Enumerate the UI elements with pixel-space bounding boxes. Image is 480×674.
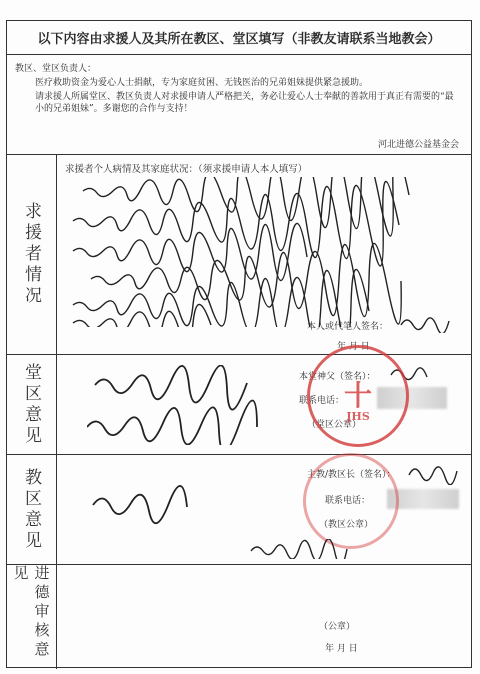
notice-label: 教区、堂区负责人：	[15, 64, 97, 74]
seal-jhs: JHS	[346, 410, 370, 423]
applicant-prompt: 求援者个人病情及其家庭状况：（须求援申请人本人填写）	[65, 164, 308, 175]
parish-section	[7, 355, 471, 455]
parish-seal-stamp	[307, 345, 409, 447]
handwritten-parish-opinion	[87, 365, 287, 445]
diocese-label-cell	[7, 455, 57, 564]
seal-cross: 十	[343, 379, 372, 412]
jinde-seal-label: （公章）	[319, 622, 356, 632]
parish-label: 堂区意见	[21, 362, 41, 447]
form-header	[7, 21, 471, 55]
jinde-review-section	[7, 565, 471, 669]
parish-label-cell	[7, 355, 57, 454]
applicant-signature-label: 本人或代笔人签名：	[307, 322, 389, 332]
handwritten-diocese-opinion	[87, 475, 207, 535]
jinde-label: 进德审核意见	[11, 565, 51, 660]
applicant-signature	[397, 313, 457, 333]
bishop-signature	[405, 459, 463, 485]
parish-priest-signature-label: 本堂神父（签名）：	[299, 372, 376, 382]
parish-seal-label: （堂区公章）	[307, 420, 362, 430]
jinde-date-label: 年 月 日	[325, 644, 358, 654]
notice-section	[7, 55, 471, 155]
diocese-seal-stamp	[303, 453, 399, 549]
diocese-handwritten-date	[247, 539, 397, 559]
diocese-seal-label: （教区公章）	[319, 520, 374, 530]
diocese-label: 教区意见	[21, 467, 41, 552]
applicant-label-cell	[7, 155, 57, 354]
applicant-date-label: 年 月 日	[337, 342, 370, 352]
jinde-label-cell	[7, 565, 57, 669]
form-frame	[6, 20, 472, 668]
diocese-section	[7, 455, 471, 565]
applicant-label: 求援者情况	[21, 202, 41, 307]
notice-line-1: 医疗救助资金为爱心人士捐献，专为家庭贫困、无钱医治的兄弟姐妹提供紧急援助。	[35, 78, 369, 88]
diocese-phone-label: 联系电话：	[325, 496, 371, 506]
applicant-section	[7, 155, 471, 355]
notice-organization: 河北进德公益基金会	[377, 140, 459, 150]
notice-line-2: 请求援人所属堂区、教区负责人对求援申请人严格把关，务必让爱心人士奉献的善款用于真正有需要的“最小的兄弟姐妹”。多谢您的合作与支持！	[35, 92, 454, 114]
bishop-signature-label: 主教/教区长（签名）：	[307, 470, 396, 480]
parish-phone-label: 联系电话：	[299, 396, 345, 406]
form-header-title: 以下内容由求援人及其所在教区、堂区填写（非教友请联系当地教会）	[37, 32, 441, 47]
handwritten-case-description	[63, 177, 467, 327]
